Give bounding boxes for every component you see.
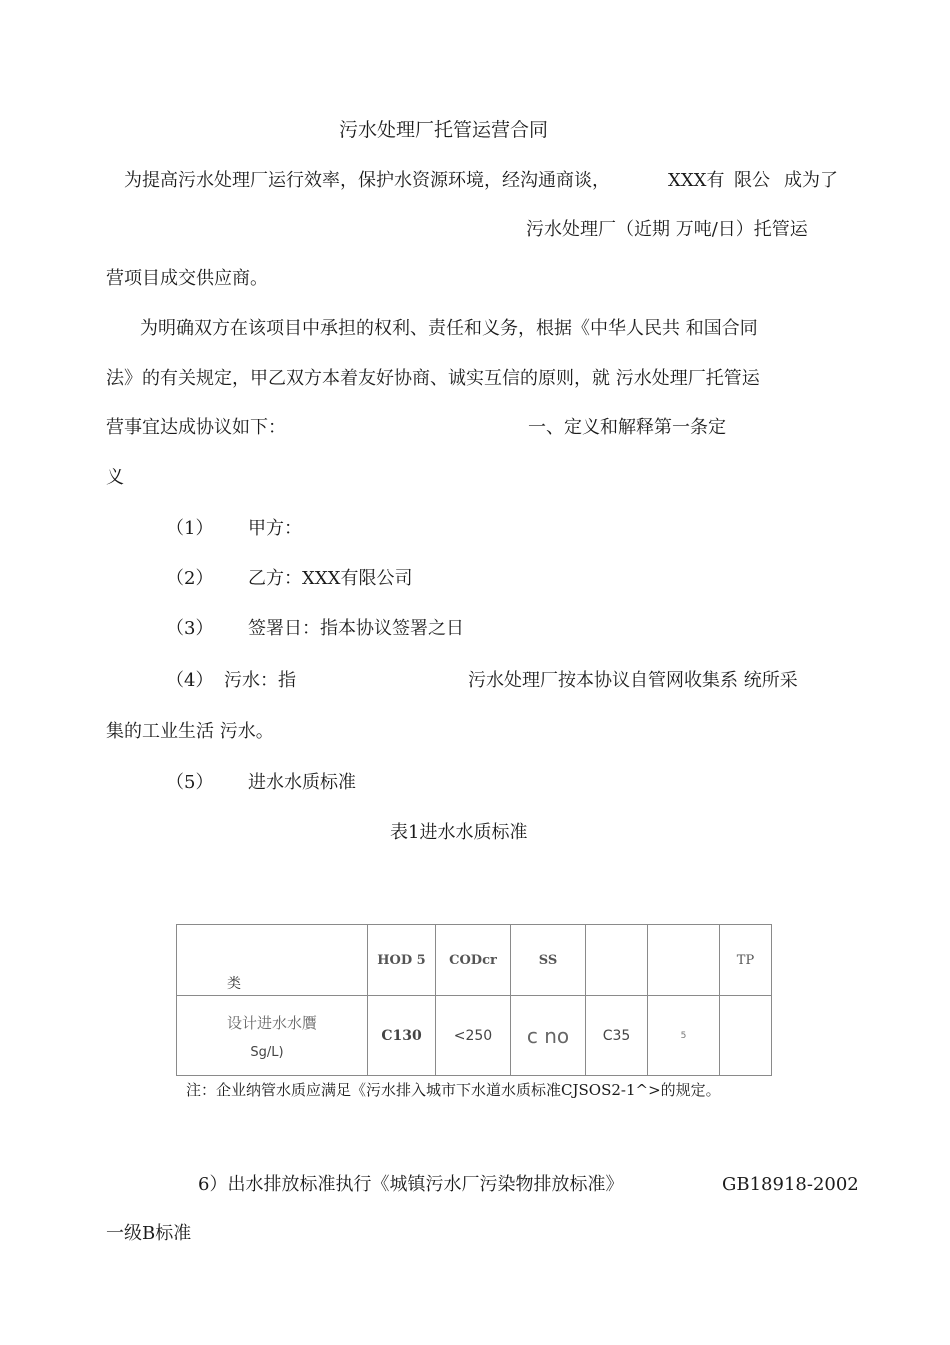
item-4-number: （4） <box>166 670 214 691</box>
intro-line-1: 为提高污水处理厂运行效率，保护水资源环境，经沟通商谈， <box>124 170 610 191</box>
water-quality-table <box>176 924 772 1076</box>
discharge-code: GB18918-2002 <box>722 1174 859 1195</box>
item-1-number: （1） <box>166 518 214 539</box>
table-data-row <box>177 996 772 1076</box>
item-1-text: 甲方： <box>248 518 302 539</box>
value-col6: 5 <box>648 996 720 1076</box>
header-tp: TP <box>720 925 772 996</box>
header-blank-1 <box>586 925 648 996</box>
table-note: 注：企业纳管水质应满足《污水排入城市下水道水质标准CJSOS2-1^>的规定。 <box>186 1081 721 1099</box>
item-5-number: （5） <box>166 772 214 793</box>
row-label-line-1: 设计进水水贋 <box>226 1013 317 1032</box>
item-2-number: （2） <box>166 568 214 589</box>
discharge-line-2: 一级B标准 <box>106 1223 192 1244</box>
intro-line-3: 营项目成交供应商。 <box>106 268 268 289</box>
intro-limited: 限公 <box>734 170 770 191</box>
header-bod5: HOD 5 <box>368 925 436 996</box>
value-bod5: C130 <box>368 996 436 1076</box>
item-3-text: 签署日：指本协议签署之日 <box>248 618 464 639</box>
table-header-row <box>177 925 772 996</box>
item-4-text: 污水：指 <box>224 670 296 691</box>
item-4-text-cont: 污水处理厂按本协议自管网收集系 统所采 <box>468 670 798 691</box>
document-title: 污水处理厂托管运营合同 <box>339 119 549 141</box>
value-col5: C35 <box>586 996 648 1076</box>
table-caption: 表1进水水质标准 <box>390 822 528 843</box>
item-4-continuation: 集的工业生活 污水。 <box>106 721 274 742</box>
item-2-text: 乙方：XXX有限公司 <box>248 568 413 589</box>
item-5-text: 进水水质标准 <box>248 772 356 793</box>
header-codcr: CODcr <box>436 925 511 996</box>
para2-line-2: 法》的有关规定，甲乙双方本着友好协商、诚实互信的原则，就 污水处理厂托管运 <box>106 368 760 389</box>
row-label-cell <box>177 996 368 1076</box>
header-blank-2 <box>648 925 720 996</box>
para2-line-3a: 营事宜达成协议如下： <box>106 417 286 438</box>
intro-line-2: 污水处理厂（近期 万吨/日）托管运 <box>526 219 808 240</box>
intro-company: XXX有 <box>668 170 725 191</box>
intro-became: 成为了 <box>784 170 838 191</box>
header-category: 类 <box>177 925 368 996</box>
para2-line-4: 义 <box>106 467 124 488</box>
para2-line-1: 为明确双方在该项目中承担的权利、责任和义务，根据《中华人民共 和国合同 <box>140 318 758 339</box>
header-ss: SS <box>511 925 586 996</box>
value-codcr: <250 <box>436 996 511 1076</box>
discharge-line-1: 6）出水排放标准执行《城镇污水厂污染物排放标准》 <box>198 1174 624 1195</box>
value-tp <box>720 996 772 1076</box>
row-label-line-2: Sg/L) <box>250 1044 284 1060</box>
item-3-number: （3） <box>166 618 214 639</box>
value-ss: c no <box>511 996 586 1076</box>
section-heading: 一、定义和解释第一条定 <box>528 417 726 438</box>
